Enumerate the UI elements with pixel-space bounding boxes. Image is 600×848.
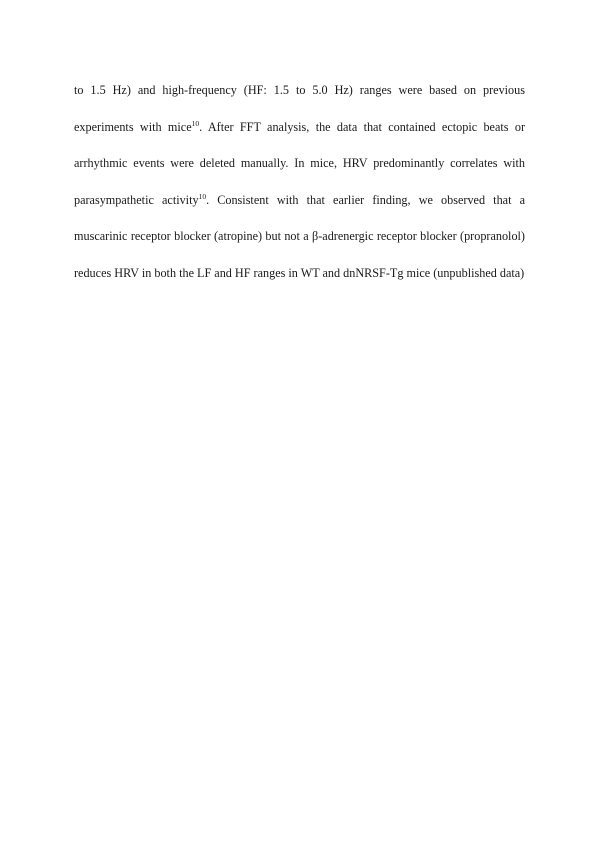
text-line-4 bbox=[74, 190, 525, 227]
body-paragraph bbox=[74, 80, 525, 299]
text-line-5 bbox=[74, 226, 525, 263]
text-segment: . Consistent with that earlier finding, we observed that a bbox=[206, 192, 525, 207]
text-segment: . After FFT analysis, the data that contained ectopic beats or bbox=[199, 119, 526, 134]
text-segment: muscarinic receptor blocker (atropine) but not a β-adrenergic receptor blocker (propranolol) bbox=[74, 229, 525, 243]
text-segment: parasympathetic activity bbox=[74, 192, 199, 207]
text-line-1 bbox=[74, 80, 525, 117]
text-segment: experiments with mice bbox=[74, 119, 192, 134]
text-segment: to 1.5 Hz) and high-frequency (HF: 1.5 to 5.0 Hz) ranges were based on previous bbox=[74, 83, 525, 97]
citation-superscript: 10 bbox=[191, 118, 200, 128]
text-line-2 bbox=[74, 117, 525, 154]
text-segment: arrhythmic events were deleted manually. In mice, HRV predominantly correlates with bbox=[74, 156, 525, 170]
text-line-6 bbox=[74, 263, 525, 300]
text-segment: reduces HRV in both the LF and HF ranges in WT and dnNRSF-Tg mice (unpublished data) bbox=[74, 265, 525, 280]
citation-superscript: 10 bbox=[198, 191, 207, 201]
text-line-3 bbox=[74, 153, 525, 190]
